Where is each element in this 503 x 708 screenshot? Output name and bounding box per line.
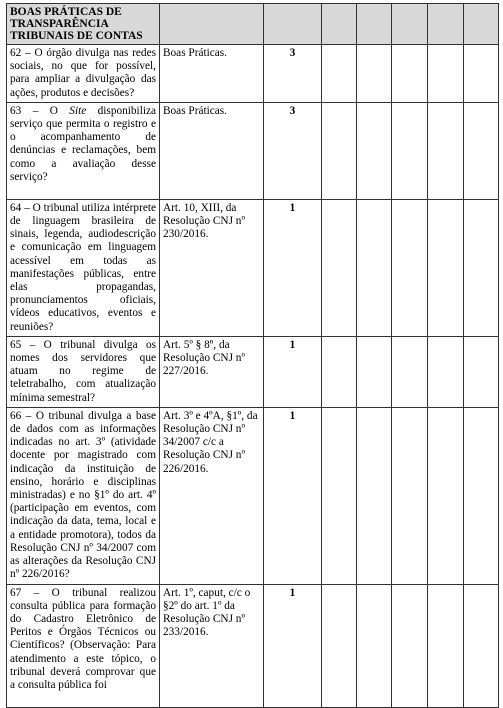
empty-cell [322,45,357,103]
empty-cell [428,45,464,103]
empty-cell [392,45,428,103]
criterion-description: 64 – O tribunal utiliza intérprete de linguagem brasileira de sinais, legenda, audiodescrição e comunicação em linguagem acessível em todas as manifestações públicas, entre elas propagandas, pronunciamentos oficiais, vídeos educativos, eventos e reuniões? [7,199,160,336]
description-suffix: disponibiliza serviço que permita o registro e o acompanhamento de denúncias e reclamações, bem como a avaliação desse serviço? [10,104,157,183]
header-cell [392,4,428,45]
empty-cell [322,102,357,199]
header-cell [264,4,322,45]
criterion-score: 1 [264,336,322,407]
header-cell [428,4,464,45]
table-row [7,336,499,407]
criterion-description: 62 – O órgão divulga nas redes sociais, no que for possível, para ampliar a divulgação das ações, produtos e decisões? [7,45,160,103]
empty-cell [428,584,464,707]
empty-cell [464,199,499,336]
criterion-legal-basis: Boas Práticas. [160,45,264,103]
criterion-description: 65 – O tribunal divulga os nomes dos servidores que atuam no regime de teletrabalho, com atualização mínima semestral? [7,336,160,407]
empty-cell [392,199,428,336]
empty-cell [428,102,464,199]
empty-cell [357,199,392,336]
empty-cell [357,407,392,584]
table-row [7,102,499,199]
empty-cell [322,199,357,336]
criterion-legal-basis: Art. 10, XIII, da Resolução CNJ nº 230/2016. [160,199,264,336]
header-cell [464,4,499,45]
criterion-legal-basis: Art. 5º § 8º, da Resolução CNJ nº 227/2016. [160,336,264,407]
empty-cell [357,584,392,707]
criterion-score: 3 [264,45,322,103]
empty-cell [464,336,499,407]
empty-cell [322,336,357,407]
description-italic-site: Site [69,104,87,117]
table-row [7,199,499,336]
empty-cell [464,584,499,707]
empty-cell [428,199,464,336]
empty-cell [392,336,428,407]
criterion-score: 1 [264,584,322,707]
description-prefix: 63 – O [10,104,70,117]
table-header-title: BOAS PRÁTICAS DE TRANSPARÊNCIA TRIBUNAIS DE CONTAS [7,4,160,45]
table-row [7,584,499,707]
empty-cell [392,102,428,199]
criterion-description: 67 – O tribunal realizou consulta pública para formação do Cadastro Eletrônico de Peritos e Órgãos Técnicos ou Científicos? (Observação: Para atendimento a este tópico, o tribunal deverá comprovar que a consulta pública foi [7,584,160,707]
empty-cell [464,407,499,584]
empty-cell [428,336,464,407]
table-row [7,407,499,584]
empty-cell [322,584,357,707]
empty-cell [357,45,392,103]
criterion-legal-basis: Art. 3º e 4ºA, §1º, da Resolução CNJ nº 34/2007 c/c a Resolução CNJ nº 226/2016. [160,407,264,584]
criterion-score: 1 [264,407,322,584]
criterion-legal-basis: Boas Práticas. [160,102,264,199]
table-header-row [7,4,499,45]
empty-cell [392,584,428,707]
header-cell [357,4,392,45]
empty-cell [357,336,392,407]
empty-cell [464,102,499,199]
empty-cell [357,102,392,199]
empty-cell [322,407,357,584]
header-cell [322,4,357,45]
transparency-criteria-table [6,3,499,708]
criterion-score: 1 [264,199,322,336]
header-cell [160,4,264,45]
empty-cell [428,407,464,584]
criterion-legal-basis: Art. 1º, caput, c/c o §2º do art. 1º da Resolução CNJ nº 233/2016. [160,584,264,707]
criterion-score: 3 [264,102,322,199]
empty-cell [392,407,428,584]
empty-cell [464,45,499,103]
criterion-description [7,102,160,199]
criterion-description: 66 – O tribunal divulga a base de dados com as informações indicadas no art. 3º (atividade docente por magistrado com indicação da instituição de ensino, horário e disciplinas ministradas) e no §1º do art. 4º (participação em eventos, com indicação da data, tema, local e a entidade promotora), todos da Resolução CNJ nº 34/2007 com as alterações da Resolução CNJ nº 226/2016? [7,407,160,584]
table-row [7,45,499,103]
